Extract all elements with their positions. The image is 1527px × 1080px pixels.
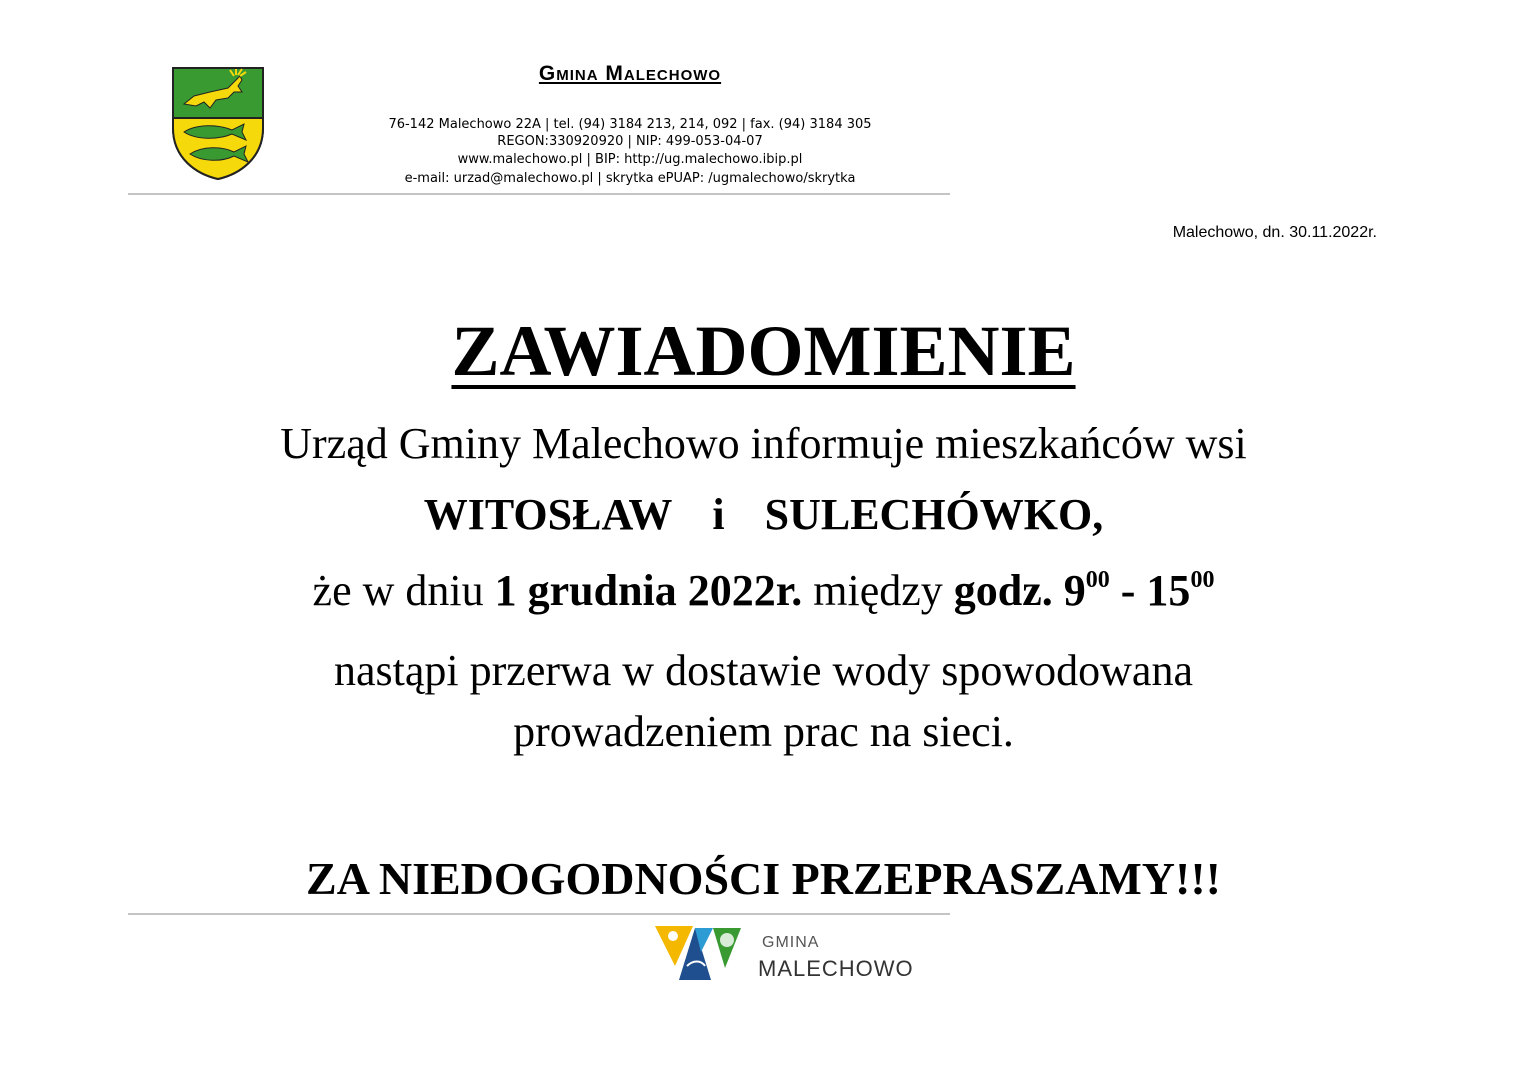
- notice-reason-1: nastąpi przerwa w dostawie wody spowodowana: [334, 646, 1193, 695]
- date-prefix: że w dniu: [312, 566, 484, 615]
- notice-intro: Urząd Gminy Malechowo informuje mieszkańców wsi: [280, 419, 1247, 468]
- village-1: WITOSŁAW: [423, 490, 673, 539]
- organization-name: Gmina Malechowo: [538, 62, 722, 85]
- header-divider: [128, 193, 950, 195]
- contact-address: 76-142 Malechowo 22A | tel. (94) 3184 213, 214, 092 | fax. (94) 3184 305: [388, 117, 872, 132]
- outage-date: 1 grudnia 2022r.: [494, 566, 803, 615]
- footer-divider: [128, 913, 950, 915]
- contact-registry: REGON:330920920 | NIP: 499-053-04-07: [497, 134, 763, 149]
- notice-date-line: [0, 565, 1527, 616]
- date-middle: między: [813, 566, 943, 615]
- coat-of-arms-logo: [170, 66, 266, 181]
- footer-logo-gmina: GMINA: [762, 934, 820, 951]
- notice-apology: ZA NIEDOGODNOŚCI PRZEPRASZAMY!!!: [306, 853, 1221, 904]
- hours-start-minutes: 00: [1085, 567, 1110, 593]
- contact-email: e-mail: urzad@malechowo.pl | skrytka ePUAP: /ugmalechowo/skrytka: [404, 171, 856, 186]
- notice-reason-2: prowadzeniem prac na sieci.: [513, 707, 1014, 756]
- village-2: SULECHÓWKO,: [764, 490, 1104, 539]
- notice-title: ZAWIADOMIENIE: [451, 311, 1076, 391]
- contact-websites: www.malechowo.pl | BIP: http://ug.malechowo.ibip.pl: [457, 152, 803, 167]
- village-conjunction: i: [712, 490, 725, 539]
- gmina-malechowo-logo-icon: [653, 922, 743, 992]
- outage-hours: [954, 566, 1215, 615]
- hours-end-minutes: 00: [1190, 567, 1215, 593]
- hours-godz: godz. 9: [953, 566, 1086, 615]
- notice-villages: [0, 489, 1527, 540]
- hours-end: - 15: [1109, 566, 1191, 615]
- document-date: Malechowo, dn. 30.11.2022r.: [1172, 224, 1377, 241]
- footer-logo-malechowo: MALECHOWO: [758, 956, 914, 981]
